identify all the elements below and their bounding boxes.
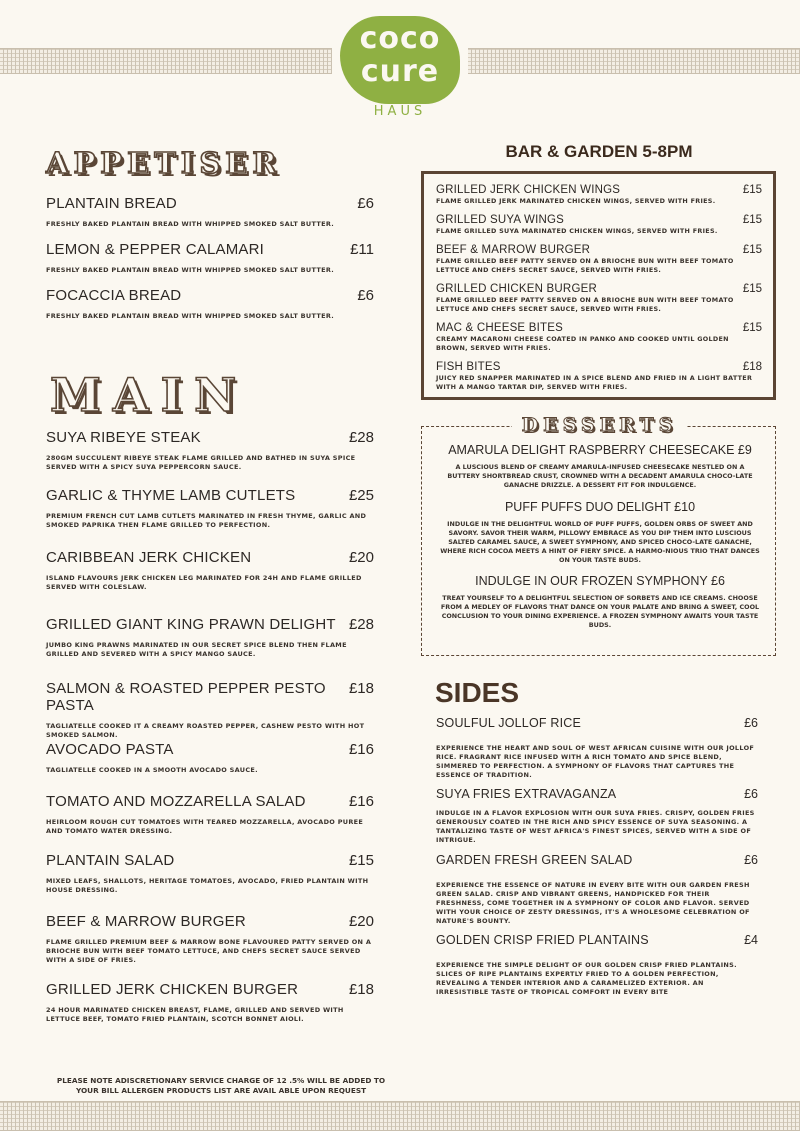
item-description: FLAME GRILLED PREMIUM BEEF & MARROW BONE FLAVOURED PATTY SERVED ON A BRIOCHE BUN WITH BEEF TOMATO LETTUCE, AND CHEFS SECRET SAUCE SERVED WITH A SIDE OF FRIES. <box>46 938 372 964</box>
item-price: £6 <box>744 853 758 867</box>
item-name: PUFF PUFFS DUO DELIGHT £10 <box>504 500 696 514</box>
item-name: BEEF & MARROW BURGER <box>436 244 591 256</box>
item-name: AVOCADO PASTA <box>46 741 174 758</box>
item-description: TREAT YOURSELF TO A DELIGHTFUL SELECTION OF SORBETS AND ICE CREAMS. CHOOSE FROM A MEDLEY OF FLAVORS THAT DANCE ON YOUR PALATE AND BRING A SWEET, COOL CONCLUSION TO YOUR DINING EXPERIENCE. A FROZEN SYMPHONY AWAITS YOUR TASTE BUDS. <box>440 594 760 629</box>
menu-item <box>46 616 374 659</box>
menu-item <box>436 933 758 997</box>
item-description: INDULGE IN THE DELIGHTFUL WORLD OF PUFF PUFFS, GOLDEN ORBS OF SWEET AND SAVORY. SAVOR THEIR WARM, PILLOWY EMBRACE AS YOU DIP THEM INTO LUSCIOUS SALTED CARAMEL SAUCE, A SWEET SYMPHONY, AND SPICED CHOCO-LATE GANACHE, WHERE RICH COCOA MEETS A HINT OF FIERY SPICE. A HARMO-NIOUS TRIO THAT DANCES ON YOUR TASTE BUDS. <box>440 520 760 564</box>
item-name: GARDEN FRESH GREEN SALAD <box>436 853 633 867</box>
item-description: CREAMY MACARONI CHEESE COATED IN PANKO AND COOKED UNTIL GOLDEN BROWN, SERVED WITH FRIES. <box>436 335 729 352</box>
item-price: £6 <box>357 287 374 304</box>
menu-item <box>46 287 374 321</box>
sides-heading: SIDES <box>435 677 520 708</box>
item-price: £6 <box>744 787 758 801</box>
menu-item <box>46 429 374 472</box>
item-description: FLAME GRILLED BEEF PATTY SERVED ON A BRIOCHE BUN WITH BEEF TOMATO LETTUCE AND CHEFS SECRET SAUCE, SERVED WITH FRIES. <box>436 257 734 274</box>
item-name: SALMON & ROASTED PEPPER PESTO PASTA <box>46 680 326 714</box>
item-price: £18 <box>742 361 762 373</box>
item-name: INDULGE IN OUR FROZEN SYMPHONY £6 <box>475 574 725 588</box>
item-price: £6 <box>357 195 374 212</box>
item-description: FRESHLY BAKED PLANTAIN BREAD WITH WHIPPED SMOKED SALT BUTTER. <box>46 312 335 320</box>
menu-item <box>46 549 374 592</box>
item-description: HEIRLOOM ROUGH CUT TOMATOES WITH TEARED MOZZARELLA, AVOCADO PUREE AND TOMATO WATER DRESSING. <box>46 818 364 835</box>
item-name: GRILLED CHICKEN BURGER <box>436 283 597 295</box>
item-price: £16 <box>348 793 374 810</box>
item-price: £28 <box>348 429 374 446</box>
item-description: EXPERIENCE THE SIMPLE DELIGHT OF OUR GOLDEN CRISP FRIED PLANTAINS. SLICES OF RIPE PLANTAINS EXPERTLY FRIED TO A GOLDEN PERFECTION, REVEALING A TENDER INTERIOR AND A CARAMELIZED EXTERIOR. AN IRRESISTIBLE TASTE OF TROPICAL COMFORT IN EVERY BITE <box>436 961 737 996</box>
item-price: £16 <box>348 741 374 758</box>
item-description: EXPERIENCE THE HEART AND SOUL OF WEST AFRICAN CUISINE WITH OUR JOLLOF RICE. FRAGRANT RICE INFUSED WITH A RICH TOMATO AND SPICE BLEND, SIMMERED TO PERFECTION. A SYMPHONY OF FLAVORS THAT CAPTURES THE ESSENCE OF TRADITION. <box>436 744 755 779</box>
item-name: GRILLED JERK CHICKEN BURGER <box>46 981 299 998</box>
item-description: FRESHLY BAKED PLANTAIN BREAD WITH WHIPPED SMOKED SALT BUTTER. <box>46 266 335 274</box>
service-charge-notice: PLEASE NOTE ADISCRETIONARY SERVICE CHARGE OF 12 .5% WILL BE ADDED TO YOUR BILL ALLERGEN PRODUCTS LIST ARE AVAIL ABLE UPON REQUEST <box>56 1076 386 1095</box>
menu-item <box>440 443 760 490</box>
item-description: FLAME GRILLED BEEF PATTY SERVED ON A BRIOCHE BUN WITH BEEF TOMATO LETTUCE AND CHEFS SECRET SAUCE, SERVED WITH FRIES. <box>436 296 734 313</box>
menu-item <box>436 716 758 780</box>
item-name: AMARULA DELIGHT RASPBERRY CHEESECAKE £9 <box>448 443 752 457</box>
brand-logo <box>332 12 468 120</box>
item-name: GRILLED JERK CHICKEN WINGS <box>436 184 621 196</box>
item-price: £15 <box>742 283 762 295</box>
desserts-box <box>421 414 776 656</box>
item-description: ISLAND FLAVOURS JERK CHICKEN LEG MARINATED FOR 24H AND FLAME GRILLED SERVED WITH COLESLAW. <box>46 574 362 591</box>
menu-item <box>436 361 762 392</box>
menu-item <box>436 214 762 236</box>
item-name: GARLIC & THYME LAMB CUTLETS <box>46 487 296 504</box>
item-name: BEEF & MARROW BURGER <box>46 913 246 930</box>
item-name: MAC & CHEESE BITES <box>436 322 563 334</box>
item-name: CARIBBEAN JERK CHICKEN <box>46 549 252 566</box>
desserts-heading: DESSERTS <box>512 414 687 436</box>
item-name: PLANTAIN BREAD <box>46 195 177 212</box>
item-description: JUMBO KING PRAWNS MARINATED IN OUR SECRET SPICE BLEND THEN FLAME GRILLED AND SEVERED WITH A SPICY MANGO SAUCE. <box>46 641 347 658</box>
item-description: 280GM SUCCULENT RIBEYE STEAK FLAME GRILLED AND BATHED IN SUYA SPICE SERVED WITH A SPICY SUYA PEPPERCORN SAUCE. <box>46 454 356 471</box>
item-name: PLANTAIN SALAD <box>46 852 175 869</box>
menu-item <box>46 981 374 1024</box>
menu-item <box>440 574 760 630</box>
bar-garden-heading: BAR & GARDEN 5-8PM <box>505 142 693 161</box>
item-description: FLAME GRILLED SUYA MARINATED CHICKEN WINGS, SERVED WITH FRIES. <box>436 227 718 235</box>
item-name: SUYA FRIES EXTRAVAGANZA <box>436 787 617 801</box>
menu-item <box>46 487 374 530</box>
item-price: £20 <box>348 549 374 566</box>
item-name: FISH BITES <box>436 361 501 373</box>
decorative-border-bottom <box>0 1101 800 1131</box>
item-description: TAGLIATELLE COOKED IN A SMOOTH AVOCADO SAUCE. <box>46 766 258 774</box>
item-name: LEMON & PEPPER CALAMARI <box>46 241 264 258</box>
item-description: A LUSCIOUS BLEND OF CREAMY AMARULA-INFUSED CHEESECAKE NESTLED ON A BUTTERY SHORTBREAD CRUST, CROWNED WITH A DECADENT AMARULA CHOCO-LATE GANACHE DRIZZLE. A DESSERT FIT FOR INDULGENCE. <box>447 463 753 489</box>
item-name: GOLDEN CRISP FRIED PLANTAINS <box>436 933 649 947</box>
item-description: MIXED LEAFS, SHALLOTS, HERITAGE TOMATOES, AVOCADO, FRIED PLANTAIN WITH HOUSE DRESSING. <box>46 877 369 894</box>
item-price: £11 <box>350 241 374 258</box>
menu-item <box>46 793 374 836</box>
item-name: GRILLED SUYA WINGS <box>436 214 564 226</box>
item-description: 24 HOUR MARINATED CHICKEN BREAST, FLAME, GRILLED AND SERVED WITH LETTUCE BEEF, TOMATO FRIED PLANTAIN, SCOTCH BONNET AIOLI. <box>46 1006 344 1023</box>
item-description: PREMIUM FRENCH CUT LAMB CUTLETS MARINATED IN FRESH THYME, GARLIC AND SMOKED PAPRIKA THEN FLAME GRILLED TO PERFECTION. <box>46 512 367 529</box>
menu-item <box>436 244 762 275</box>
item-price: £15 <box>742 322 762 334</box>
item-price: £6 <box>744 716 758 730</box>
item-price: £18 <box>348 981 374 998</box>
menu-item <box>46 913 374 965</box>
menu-item <box>436 283 762 314</box>
item-price: £18 <box>348 680 374 697</box>
item-description: TAGLIATELLE COOKED IT A CREAMY ROASTED PEPPER, CASHEW PESTO WITH HOT SMOKED SALMON. <box>46 722 365 739</box>
menu-item <box>46 195 374 229</box>
item-description: FLAME GRILLED JERK MARINATED CHICKEN WINGS, SERVED WITH FRIES. <box>436 197 716 205</box>
item-price: £15 <box>742 244 762 256</box>
item-description: INDULGE IN A FLAVOR EXPLOSION WITH OUR SUYA FRIES. CRISPY, GOLDEN FRIES GENEROUSLY COATED IN THE RICH AND SPICY ESSENCE OF SUYA SEASONING. A TANTALIZING TASTE OF WEST AFRICA'S FINEST SPICES, SERVED WITH A SIDE OF INTRIGUE. <box>436 809 755 844</box>
item-price: £25 <box>348 487 374 504</box>
logo-subtitle: HAUS <box>373 104 427 119</box>
item-name: SOULFUL JOLLOF RICE <box>436 716 582 730</box>
logo-wordmark: coco cure <box>359 21 441 89</box>
appetiser-heading: APPETISER <box>46 146 282 180</box>
menu-item <box>46 741 374 775</box>
item-name: SUYA RIBEYE STEAK <box>46 429 201 446</box>
item-price: £4 <box>744 933 758 947</box>
menu-item <box>436 787 758 845</box>
menu-item <box>436 322 762 353</box>
item-price: £15 <box>742 184 762 196</box>
item-name: TOMATO AND MOZZARELLA SALAD <box>46 793 306 810</box>
item-name: FOCACCIA BREAD <box>46 287 182 304</box>
item-price: £20 <box>348 913 374 930</box>
bar-garden-box <box>421 171 776 400</box>
item-description: EXPERIENCE THE ESSENCE OF NATURE IN EVERY BITE WITH OUR GARDEN FRESH GREEN SALAD. CRISP AND VIBRANT GREENS, HANDPICKED FOR THEIR FRESHNESS, COME TOGETHER IN A SYMPHONY OF COLOR AND FLAVOR. SERVED WITH YOUR CHOICE OF ZESTY DRESSINGS, IT'S A WHOLESOME CELEBRATION OF NATURE'S BOUNTY. <box>436 881 750 925</box>
item-price: £28 <box>348 616 374 633</box>
main-heading: MAIN <box>50 368 249 422</box>
item-name: GRILLED GIANT KING PRAWN DELIGHT <box>46 616 336 633</box>
item-price: £15 <box>348 852 374 869</box>
menu-item <box>46 852 374 895</box>
menu-item <box>436 184 762 206</box>
item-description: FRESHLY BAKED PLANTAIN BREAD WITH WHIPPED SMOKED SALT BUTTER. <box>46 220 335 228</box>
item-description: JUICY RED SNAPPER MARINATED IN A SPICE BLEND AND FRIED IN A LIGHT BATTER WITH A MANGO TARTAR DIP, SERVED WITH FRIES. <box>436 374 753 391</box>
menu-item <box>46 241 374 275</box>
menu-item <box>46 680 374 740</box>
menu-item <box>436 853 758 926</box>
item-price: £15 <box>742 214 762 226</box>
menu-item <box>440 500 760 565</box>
